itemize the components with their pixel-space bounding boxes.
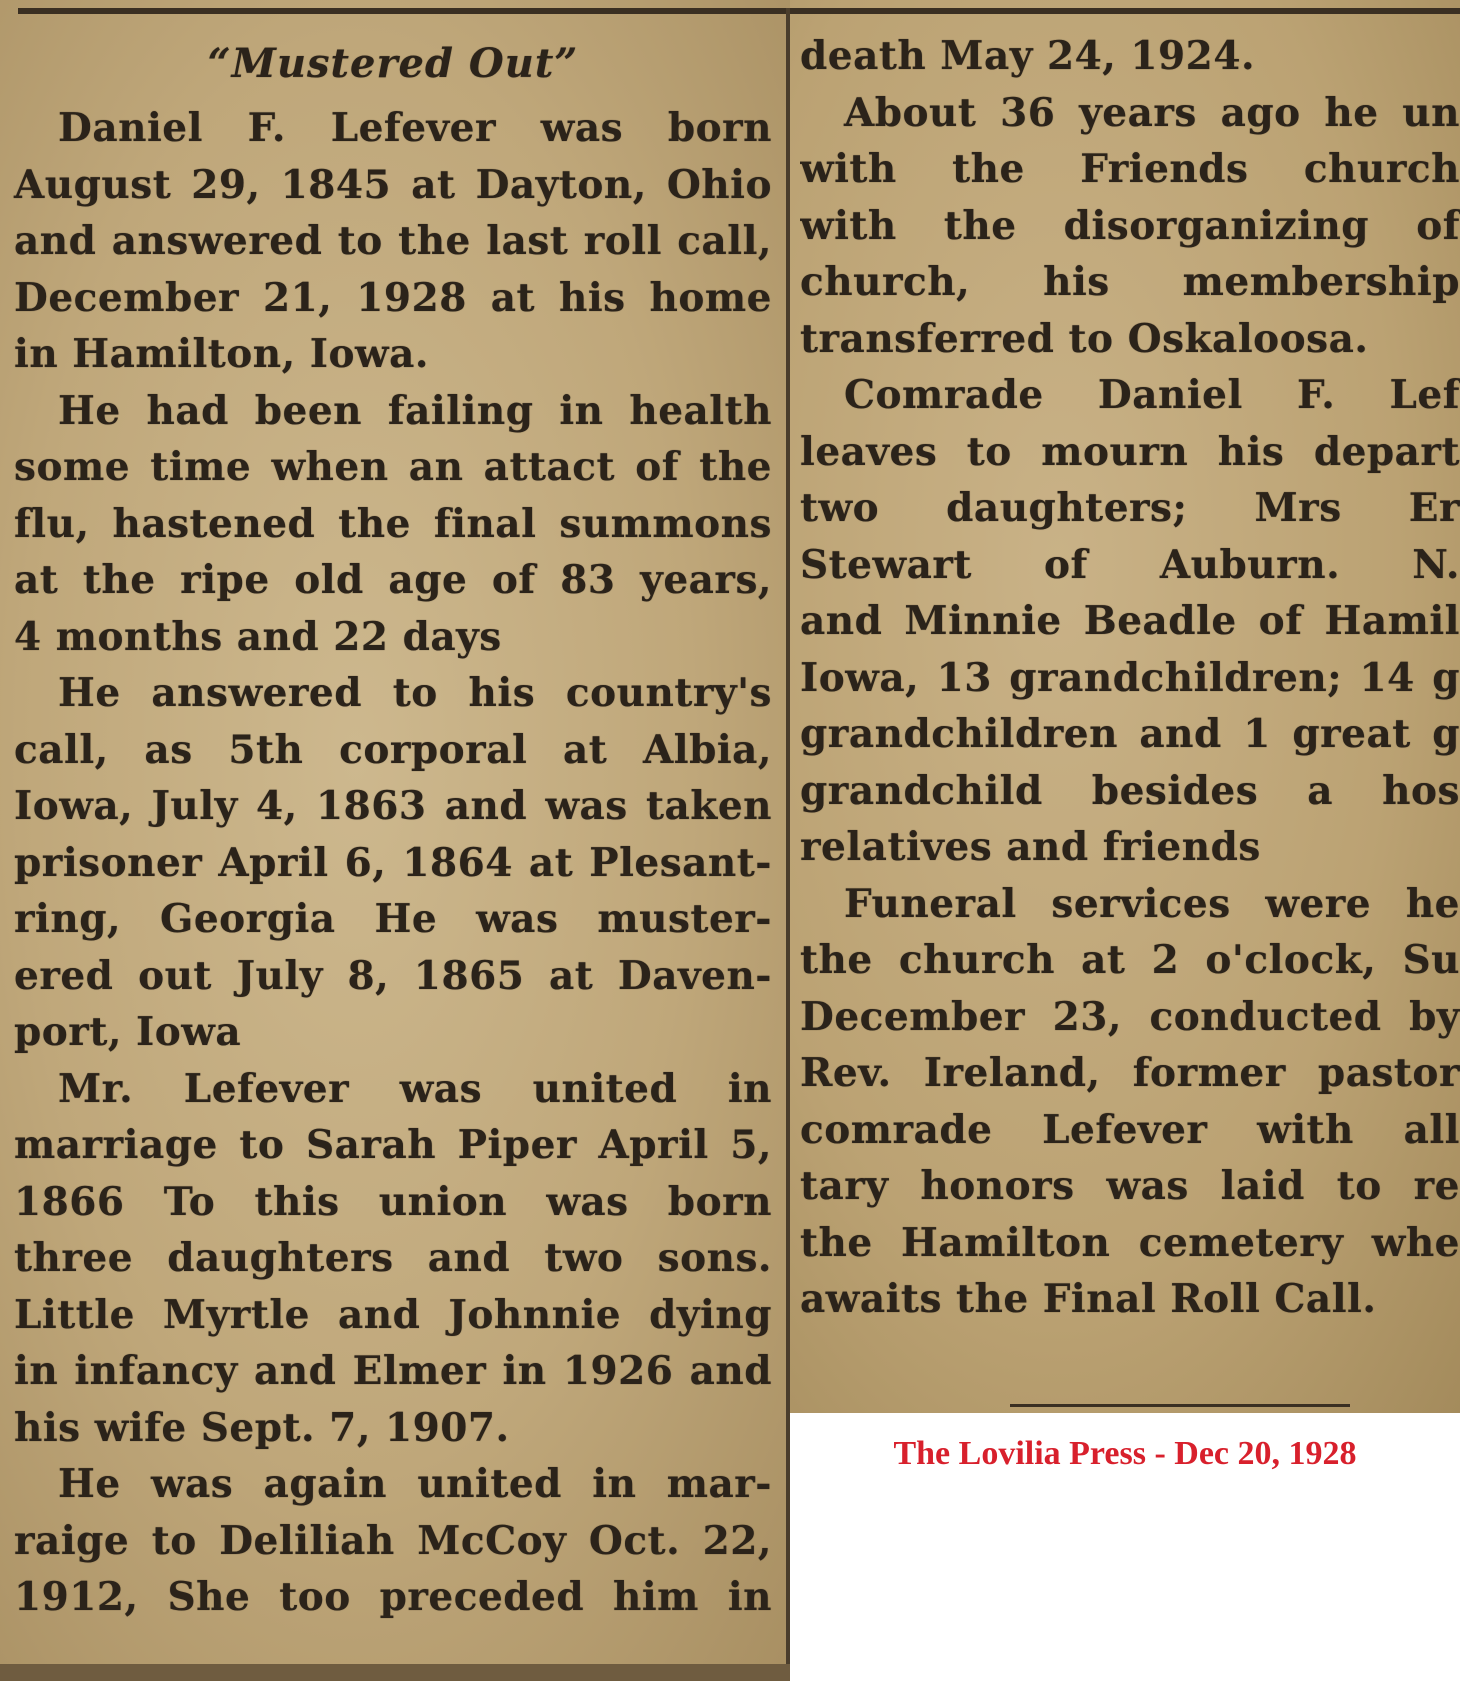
text-line: the Hamilton cemetery whe [800, 1219, 1460, 1266]
text-line: the church at 2 o'clock, Su [800, 937, 1460, 983]
text-line: Mr. Lefever was united in [58, 1065, 772, 1112]
source-caption: The Lovilia Press - Dec 20, 1928 [893, 1435, 1357, 1472]
text-line: 1866 To this union was born [14, 1178, 772, 1225]
text-line: He had been failing in health [58, 387, 772, 434]
text-line: Iowa, July 4, 1863 and was taken [14, 783, 772, 829]
bottom-edge [0, 1664, 790, 1681]
text-line: Comrade Daniel F. Lef [844, 372, 1460, 418]
text-line: in Hamilton, Iowa. [14, 331, 429, 377]
text-line: Little Myrtle and Johnnie dying [14, 1291, 772, 1338]
text-line: awaits the Final Roll Call. [800, 1276, 1377, 1322]
text-line: his wife Sept. 7, 1907. [14, 1404, 510, 1451]
text-line: Funeral services were he [844, 880, 1460, 927]
text-line: port, Iowa [14, 1009, 242, 1055]
text-line: December 23, conducted by [800, 993, 1460, 1040]
text-line: comrade Lefever with all [800, 1106, 1460, 1153]
text-line: death May 24, 1924. [800, 33, 1256, 79]
text-line: About 36 years ago he un [844, 89, 1460, 136]
text-line: He was again united in mar- [58, 1461, 772, 1507]
text-line: church, his membership [800, 259, 1460, 305]
text-line: transferred to Oskaloosa. [800, 315, 1369, 362]
text-line: grandchildren and 1 great g [800, 711, 1460, 757]
text-line: and Minnie Beadle of Hamil [800, 598, 1460, 644]
text-line: with the Friends church [800, 146, 1460, 192]
text-line: Stewart of Auburn. N. [800, 541, 1460, 588]
text-line: with the disorganizing of [800, 202, 1460, 249]
text-line: August 29, 1845 at Dayton, Ohio [14, 161, 772, 208]
text-line: at the ripe old age of 83 years, [14, 557, 772, 603]
text-line: raige to Deliliah McCoy Oct. 22, [14, 1517, 772, 1564]
text-line: Rev. Ireland, former pastor [800, 1050, 1460, 1096]
text-line: 1912, She too preceded him in [14, 1574, 772, 1620]
text-line: two daughters; Mrs Er [800, 485, 1460, 531]
column-divider [786, 8, 790, 1681]
text-line: leaves to mourn his depart [800, 428, 1460, 475]
text-line: ered out July 8, 1865 at Daven- [14, 952, 772, 999]
text-line: in infancy and Elmer in 1926 and [14, 1348, 772, 1394]
text-line: He answered to his country's [58, 670, 772, 716]
text-line: three daughters and two sons. [14, 1235, 772, 1281]
text-line: Iowa, 13 grandchildren; 14 g [800, 654, 1460, 701]
text-line: call, as 5th corporal at Albia, [14, 726, 772, 773]
text-line: marriage to Sarah Piper April 5, [14, 1122, 772, 1168]
text-line: tary honors was laid to re [800, 1163, 1460, 1209]
left-column-text [14, 100, 772, 1626]
right-column-text [800, 28, 1460, 1388]
text-line: prisoner April 6, 1864 at Plesant- [14, 839, 772, 886]
text-line: relatives and friends [800, 824, 1261, 870]
text-line: and answered to the last roll call, [14, 218, 772, 264]
top-rule [18, 8, 1460, 14]
text-line: grandchild besides a hos [800, 767, 1460, 814]
end-rule [1010, 1404, 1350, 1407]
headline: “Mustered Out” [207, 40, 579, 87]
text-line: ring, Georgia He was muster- [14, 896, 772, 942]
text-line: Daniel F. Lefever was born [58, 105, 772, 151]
text-line: flu, hastened the final summons [14, 500, 772, 547]
text-line: December 21, 1928 at his home [14, 274, 772, 321]
text-line: 4 months and 22 days [14, 613, 502, 660]
text-line: some time when an attact of the [14, 444, 772, 490]
